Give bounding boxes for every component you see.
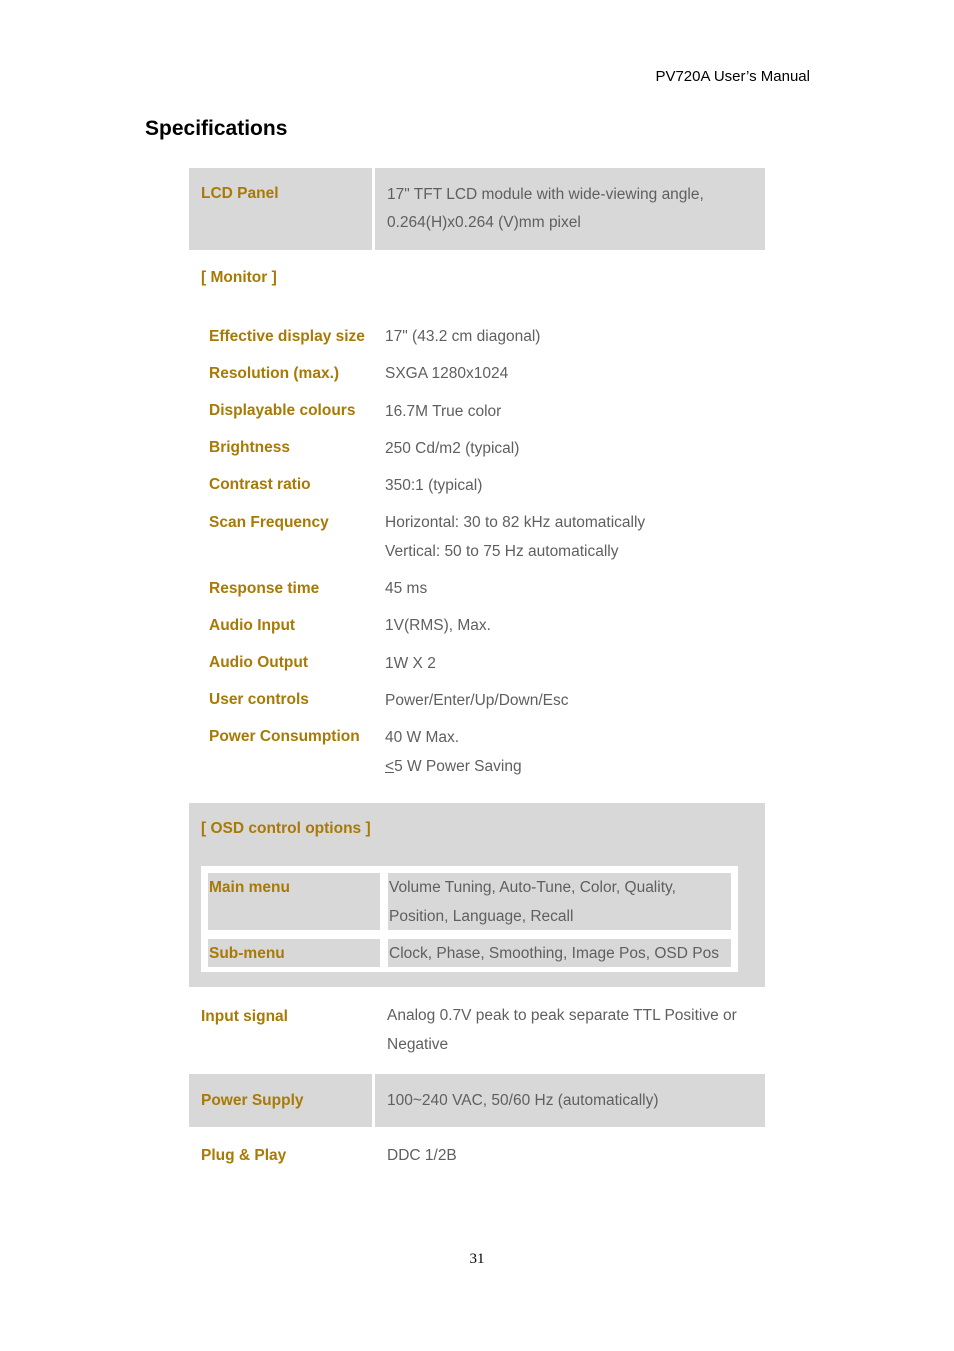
- spec-label: Audio Input: [209, 617, 296, 634]
- spec-value: 16.7M True color: [385, 403, 502, 420]
- osd-section-label: [ OSD control options ]: [201, 820, 371, 837]
- spec-value: 1W X 2: [385, 655, 436, 672]
- spec-value: 250 Cd/m2 (typical): [385, 440, 520, 457]
- page-title: Specifications: [145, 117, 288, 140]
- spec-label: Brightness: [209, 439, 290, 456]
- spec-value-line2: [385, 752, 522, 781]
- lcd-panel-label: LCD Panel: [201, 185, 279, 202]
- spec-label: Audio Output: [209, 654, 308, 671]
- power-supply-label: Power Supply: [201, 1092, 304, 1109]
- main-menu-value-line1: Volume Tuning, Auto-Tune, Color, Quality,: [389, 879, 676, 896]
- spec-label: Scan Frequency: [209, 514, 329, 531]
- sub-menu-value: Clock, Phase, Smoothing, Image Pos, OSD Pos: [389, 945, 719, 962]
- spec-value: 350:1 (typical): [385, 477, 483, 494]
- spec-value: Power/Enter/Up/Down/Esc: [385, 692, 569, 709]
- plug-play-value: DDC 1/2B: [387, 1147, 457, 1164]
- input-signal-value-line1: Analog 0.7V peak to peak separate TTL Positive or: [387, 1007, 737, 1024]
- main-menu-label: Main menu: [209, 879, 290, 896]
- lcd-panel-value-line1: 17" TFT LCD module with wide-viewing angle,: [387, 186, 704, 203]
- spec-value: 45 ms: [385, 580, 428, 597]
- less-equal-symbol: <: [385, 758, 395, 775]
- spec-value-line2: Vertical: 50 to 75 Hz automatically: [385, 543, 619, 560]
- input-signal-label: Input signal: [201, 1008, 288, 1025]
- spec-label: Resolution (max.): [209, 365, 340, 382]
- manual-title: PV720A User’s Manual: [655, 68, 810, 85]
- lcd-panel-label-cell: [189, 168, 372, 250]
- spec-label: User controls: [209, 691, 309, 708]
- input-signal-value-line2: Negative: [387, 1036, 449, 1053]
- spec-label: Power Consumption: [209, 728, 360, 745]
- spec-label: Displayable colours: [209, 402, 356, 419]
- spec-value: 40 W Max.: [385, 729, 460, 746]
- spec-label: Contrast ratio: [209, 476, 311, 493]
- main-menu-value-line2: Position, Language, Recall: [389, 908, 574, 925]
- power-saving-text: 5 W Power Saving: [394, 758, 522, 775]
- lcd-panel-value-line2: 0.264(H)x0.264 (V)mm pixel: [387, 214, 581, 231]
- spec-label: Effective display size: [209, 328, 365, 345]
- spec-value: Horizontal: 30 to 82 kHz automatically: [385, 514, 646, 531]
- plug-play-label: Plug & Play: [201, 1147, 287, 1164]
- spec-value: 1V(RMS), Max.: [385, 617, 491, 634]
- page-number: 31: [469, 1251, 485, 1267]
- sub-menu-label: Sub-menu: [209, 945, 285, 962]
- spec-label: Response time: [209, 580, 320, 597]
- spec-value: SXGA 1280x1024: [385, 365, 509, 382]
- power-supply-value: 100~240 VAC, 50/60 Hz (automatically): [387, 1092, 659, 1109]
- monitor-section-label: [ Monitor ]: [201, 269, 277, 286]
- spec-value: 17" (43.2 cm diagonal): [385, 328, 541, 345]
